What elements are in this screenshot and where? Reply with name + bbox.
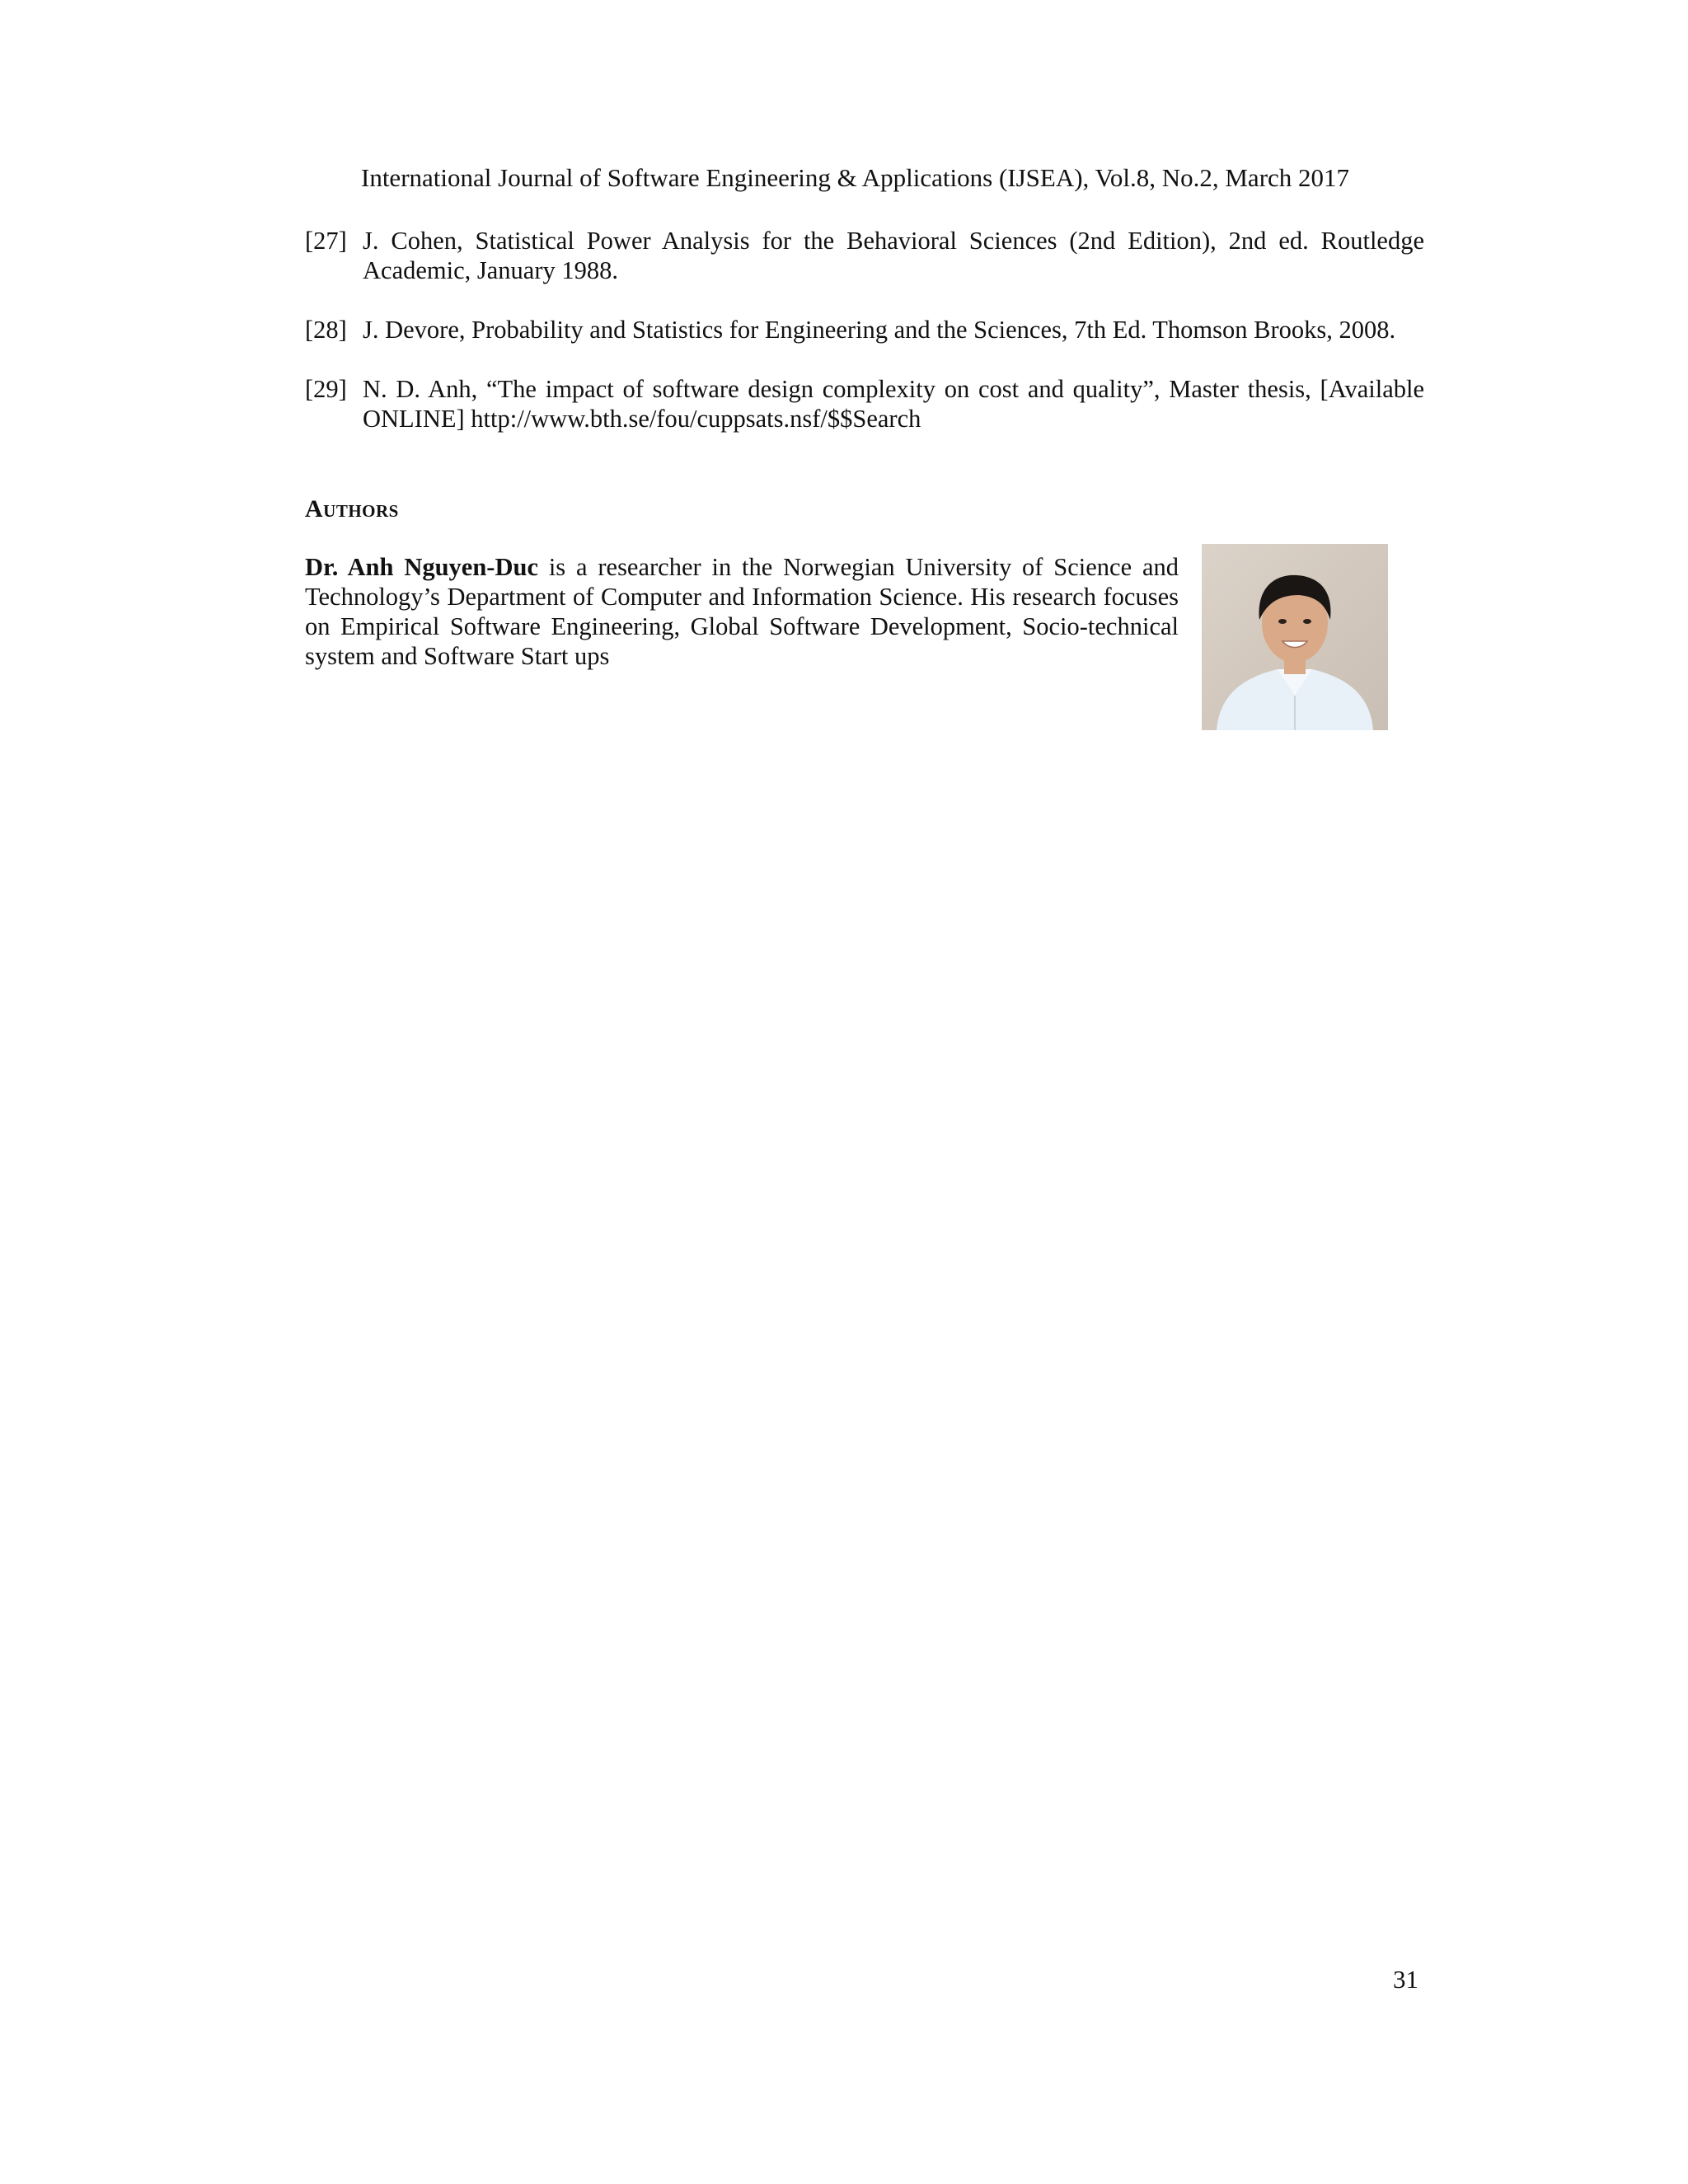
author-photo [1202, 544, 1388, 730]
author-bio [305, 552, 1179, 671]
reference-item-29 [305, 374, 1424, 434]
reference-text: J. Cohen, Statistical Power Analysis for the Behavioral Sciences (2nd Edition), 2nd ed. Routledge Academic, January 1988. [363, 227, 1424, 284]
page-number: 31 [1393, 1965, 1418, 1994]
reference-list [305, 226, 1424, 463]
right-eye [1303, 619, 1311, 624]
reference-label: [28] [305, 316, 347, 344]
author-name: Dr. Anh Nguyen-Duc [305, 553, 538, 581]
running-header: International Journal of Software Engineering & Applications (IJSEA), Vol.8, No.2, March 2017 [361, 163, 1350, 192]
reference-item-27 [305, 226, 1424, 285]
reference-item-28 [305, 315, 1424, 344]
left-eye [1278, 619, 1287, 624]
reference-text: J. Devore, Probability and Statistics for Engineering and the Sciences, 7th Ed. Thomson Brooks, 2008. [363, 316, 1396, 344]
reference-label: [27] [305, 227, 347, 255]
reference-label: [29] [305, 375, 347, 403]
author-bio-text: is a researcher in the Norwegian University of Science and Technology’s Department of Computer and Information Science. His research focuses on Empirical Software Engineering, Global Software Development, Socio-technical system and Software Start ups [305, 553, 1179, 670]
author-portrait-illustration [1202, 544, 1388, 730]
reference-text: N. D. Anh, “The impact of software design complexity on cost and quality”, Master thesis, [Available ONLINE] http://www.bth.se/fou/cuppsats.nsf/$$Search [363, 375, 1424, 433]
authors-heading: Authors [305, 495, 399, 523]
